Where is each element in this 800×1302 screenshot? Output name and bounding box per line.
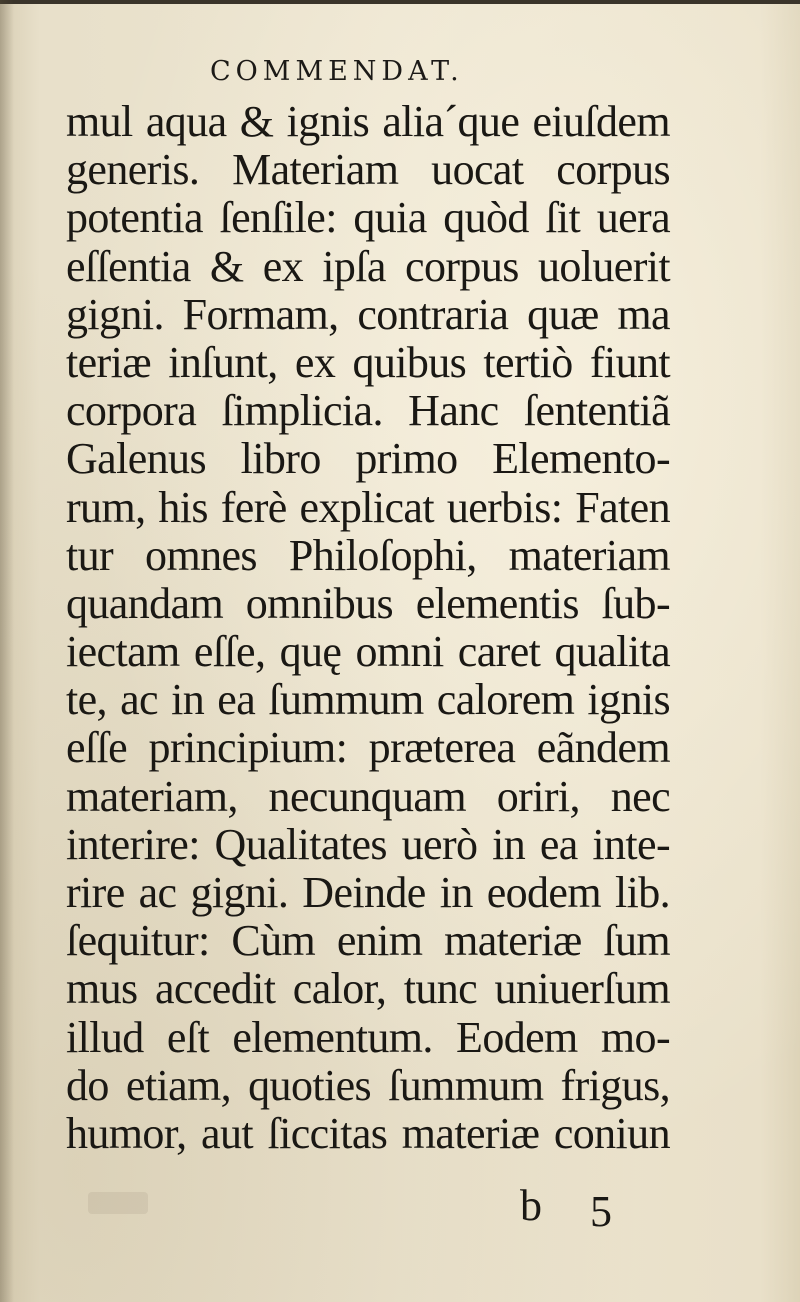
text-line: interire: Qualitates uerò in ea inte-	[66, 819, 670, 869]
text-line: te, ac in ea ſummum calorem ignis	[66, 675, 670, 725]
text-line: materiam, necunquam oriri, nec	[66, 771, 670, 821]
text-line: rire ac gigni. Deinde in eodem lib.	[66, 868, 670, 917]
text-line: mus accedit calor, tunc uniuerſum	[66, 964, 670, 1014]
text-line: rum, his ferè explicat uerbis: Faten	[66, 482, 670, 532]
text-line: Galenus libro primo Elemento-	[66, 434, 670, 484]
text-line: quandam omnibus elementis ſub-	[66, 578, 670, 628]
signature-mark: b	[520, 1181, 542, 1230]
body-text	[66, 98, 670, 1158]
ink-bleed-mark	[88, 1192, 148, 1214]
text-line: tur omnes Philoſophi, materiam	[66, 530, 670, 580]
text-line: gigni. Formam, contraria quæ ma	[66, 289, 670, 339]
text-line: humor, aut ſiccitas materiæ coniun	[66, 1108, 670, 1158]
text-line: teriæ inſunt, ex quibus tertiò fiunt	[66, 337, 670, 387]
running-head: COMMENDAT.	[210, 56, 464, 87]
top-edge-rule	[0, 0, 800, 4]
text-line: ſequitur: Cùm enim materiæ ſum	[66, 916, 670, 966]
text-line: illud eſt elementum. Eodem mo-	[66, 1012, 670, 1062]
text-line: eſſe principium: præterea eãndem	[66, 723, 670, 773]
text-line: eſſentia & ex ipſa corpus uoluerit	[66, 241, 670, 291]
text-line: corpora ſimplicia. Hanc ſententiã	[66, 386, 670, 436]
text-line: mul aqua & ignis alia´que eiuſdem	[66, 97, 670, 146]
text-line: generis. Materiam uocat corpus	[66, 145, 670, 195]
gutter-shadow	[0, 0, 14, 1302]
signature-number: 5	[590, 1187, 612, 1236]
text-line: iectam eſſe, quę omni caret qualita	[66, 627, 670, 677]
text-line: do etiam, quoties ſummum frigus,	[66, 1060, 670, 1110]
text-line: potentia ſenſile: quia quòd ſit uera	[66, 193, 670, 243]
